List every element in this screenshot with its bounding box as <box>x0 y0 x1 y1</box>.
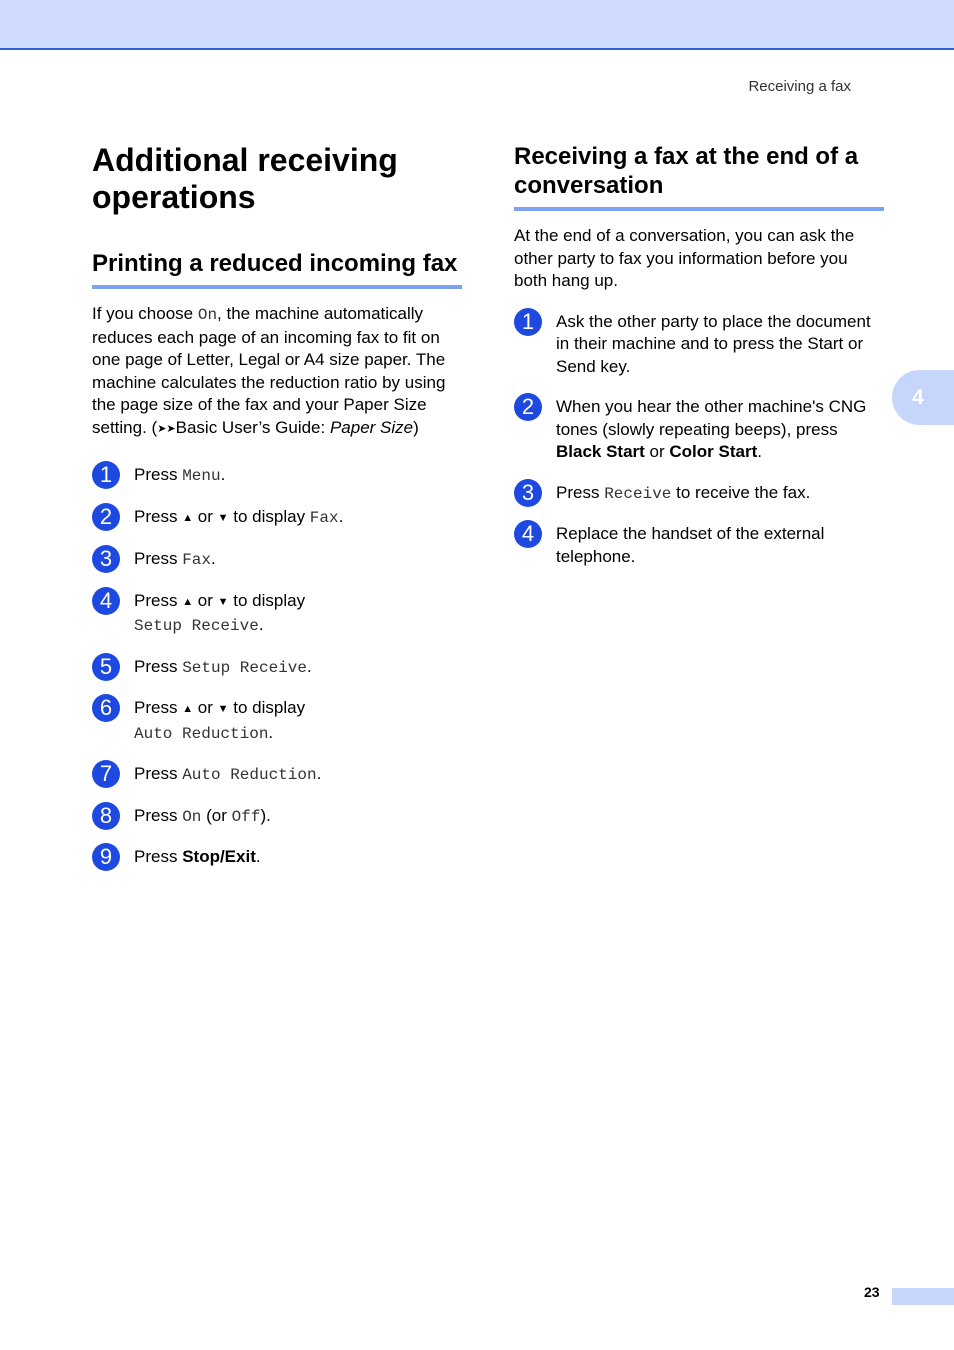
step-text: or <box>193 506 218 526</box>
step-text: . <box>255 847 261 866</box>
step-item <box>92 464 462 488</box>
left-step-list <box>92 464 462 869</box>
step-item <box>514 308 884 379</box>
step-text: Press <box>134 698 183 717</box>
lcd-text: Auto Reduction <box>134 724 269 743</box>
page-number-bar <box>892 1288 954 1305</box>
step-text: or <box>193 590 218 610</box>
step-number-badge: 5 <box>92 653 120 681</box>
down-arrow-icon: ▼ <box>217 595 229 608</box>
chapter-tab <box>892 370 954 425</box>
step-item <box>92 587 462 638</box>
up-arrow-icon: ▲ <box>182 595 194 608</box>
step-number-badge: 4 <box>514 520 542 548</box>
top-banner <box>0 0 954 50</box>
step-item <box>514 523 884 568</box>
step-text: to display <box>228 698 306 717</box>
step-item <box>92 763 462 787</box>
intro-paragraph <box>92 303 462 441</box>
step-text: . <box>220 465 226 484</box>
step-text: to receive the fax. <box>671 482 811 502</box>
step-item <box>92 697 462 745</box>
step-text: Replace the handset of the external telephone. <box>556 524 825 566</box>
step-number-badge: 3 <box>514 479 542 507</box>
step-number-badge: 4 <box>92 587 120 615</box>
section-title-reduced-fax: Printing a reduced incoming fax <box>92 249 462 289</box>
option-on: On <box>197 306 218 324</box>
step-text: . <box>258 615 264 634</box>
step-text: . <box>338 506 344 526</box>
step-text: Press <box>134 465 183 484</box>
step-text: Press <box>134 805 183 825</box>
step-text: (or <box>201 805 232 825</box>
step-number-badge: 1 <box>514 308 542 336</box>
step-text: . <box>211 549 216 568</box>
key-name: Black Start <box>556 442 645 461</box>
step-text: Press <box>556 482 605 502</box>
lcd-text: Off <box>231 807 261 826</box>
chapter-number: 4 <box>912 385 924 409</box>
lcd-text: Fax <box>182 551 211 569</box>
step-text: . <box>316 764 322 783</box>
step-item <box>92 653 462 680</box>
step-number-badge: 1 <box>92 461 120 489</box>
down-arrow-icon: ▼ <box>217 703 229 715</box>
right-paragraph: At the end of a conversation, you can ask the other party to fax you information before you both hang up. <box>514 226 855 290</box>
step-item <box>514 479 884 506</box>
reference-text: Basic User’s Guide: <box>175 417 330 437</box>
step-text: Press <box>134 656 183 676</box>
paragraph-text: ) <box>413 417 419 437</box>
running-header: Receiving a fax <box>748 78 851 95</box>
up-arrow-icon: ▲ <box>182 511 194 524</box>
step-number-badge: 9 <box>92 843 120 871</box>
step-text: ). <box>260 805 271 825</box>
step-item <box>92 548 462 572</box>
section-title-end-of-conversation: Receiving a fax at the end of a conversation <box>514 142 884 211</box>
down-arrow-icon: ▼ <box>217 511 229 524</box>
step-item <box>92 503 462 531</box>
step-text: Press <box>134 764 183 783</box>
step-text: Press <box>134 847 183 866</box>
lcd-text: On <box>182 807 202 826</box>
step-text: . <box>757 442 762 461</box>
step-number-badge: 3 <box>92 545 120 573</box>
step-text: to display <box>228 506 310 526</box>
step-text: . <box>307 656 312 676</box>
step-text: or <box>193 698 218 717</box>
step-text: Press <box>134 506 183 526</box>
step-number-badge: 2 <box>92 503 120 531</box>
lcd-text: Setup Receive <box>182 658 308 677</box>
step-text: Press <box>134 549 183 568</box>
step-text: When you hear the other machine's CNG tones (slowly repeating beeps), press <box>556 397 867 439</box>
up-arrow-icon: ▲ <box>182 703 194 715</box>
step-text: or <box>644 442 670 461</box>
key-name: Stop/Exit <box>182 847 256 866</box>
paragraph-text: If you choose <box>92 304 198 323</box>
lcd-text: Setup Receive <box>134 617 259 635</box>
step-text: Press <box>134 590 183 610</box>
lcd-text: Receive <box>604 484 672 503</box>
step-item <box>92 802 462 829</box>
page-number: 23 <box>864 1284 880 1300</box>
reference-arrows-icon: ➤➤ <box>157 422 176 435</box>
paragraph-text: , the machine automatically reduces each page of an incoming fax to fit on one page of Letter, Legal or A4 size paper. The machine calculates the reduction ratio by using the page size of the fax and your Paper Size setting. ( <box>92 304 446 437</box>
left-column <box>92 142 462 887</box>
step-text: . <box>268 722 274 742</box>
lcd-text: Auto Reduction <box>182 766 317 784</box>
reference-title: Paper Size <box>329 417 414 437</box>
lcd-text: Fax <box>309 508 339 527</box>
step-number-badge: 7 <box>92 760 120 788</box>
step-item <box>514 396 884 464</box>
step-item <box>92 846 462 869</box>
right-step-list <box>514 308 884 569</box>
step-text: to display <box>228 590 306 610</box>
step-text: Ask the other party to place the document in their machine and to press the Start or Send key. <box>556 311 871 376</box>
step-number-badge: 2 <box>514 393 542 421</box>
lcd-text: Menu <box>182 467 221 485</box>
page-title: Additional receiving operations <box>92 142 398 215</box>
step-number-badge: 8 <box>92 802 120 830</box>
right-column <box>514 142 884 586</box>
step-number-badge: 6 <box>92 694 120 722</box>
key-name: Color Start <box>669 442 758 461</box>
